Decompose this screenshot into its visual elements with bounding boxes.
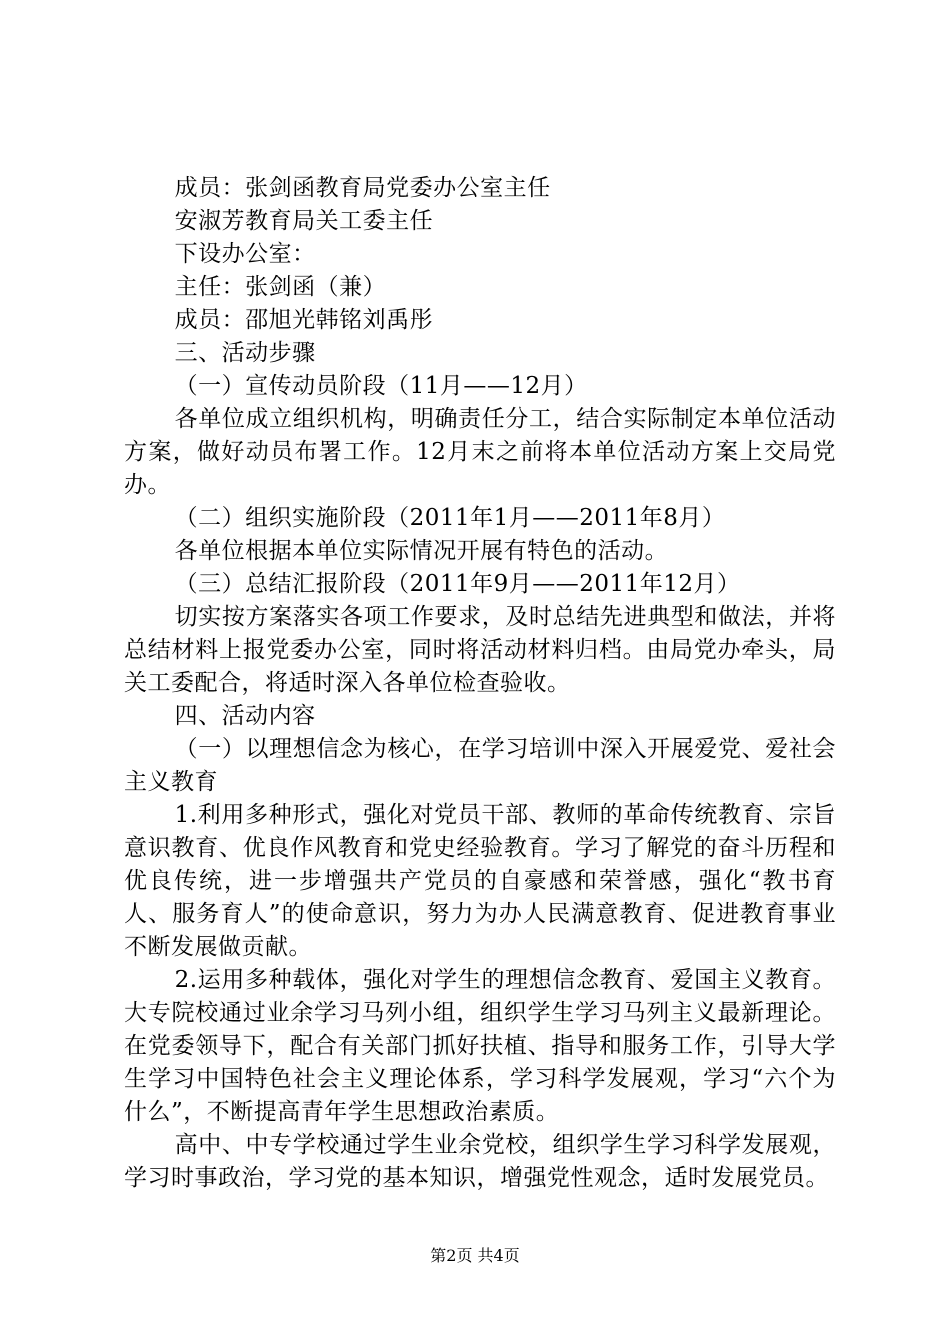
paragraph-highschool: 高中、中专学校通过学生业余党校，组织学生学习科学发展观，学习时事政治，学习党的基本知识，增强党性观念，适时发展党员。 [124,1132,836,1191]
section-heading-content: 四、活动内容 [174,703,316,729]
subheading-stage-1: （一）宣传动员阶段（11月——12月） [174,373,588,399]
paragraph-stage-2: 各单位根据本单位实际情况开展有特色的活动。 [174,538,669,564]
paragraph-members: 成员：张剑函教育局党委办公室主任 [174,175,551,201]
page-number-footer: 第2页 共4页 [430,1246,520,1265]
subheading-stage-3: （三）总结汇报阶段（2011年9月——2011年12月） [174,571,741,597]
paragraph-stage-3: 切实按方案落实各项工作要求，及时总结先进典型和做法，并将总结材料上报党委办公室，同时将活动材料归档。由局党办牵头，局关工委配合，将适时深入各单位检查验收。 [124,604,836,696]
paragraph-item-1: 1.利用多种形式，强化对党员干部、教师的革命传统教育、宗旨意识教育、优良作风教育和党史经验教育。学习了解党的奋斗历程和优良传统，进一步增强共产党员的自豪感和荣誉感，强化“教书育人、服务育人”的使命意识，努力为办人民满意教育、促进教育事业不断发展做贡献。 [124,802,836,960]
subheading-content-1: （一）以理想信念为核心，在学习培训中深入开展爱党、爱社会主义教育 [124,736,836,795]
paragraph-office: 下设办公室： [174,241,316,267]
paragraph-member-an: 安淑芳教育局关工委主任 [174,208,434,234]
document-body [124,172,836,1195]
paragraph-director: 主任：张剑函（兼） [174,274,387,300]
subheading-stage-2: （二）组织实施阶段（2011年1月——2011年8月） [174,505,726,531]
paragraph-office-members: 成员：邵旭光韩铭刘禹彤 [174,307,434,333]
section-heading-steps: 三、活动步骤 [174,340,316,366]
paragraph-stage-1: 各单位成立组织机构，明确责任分工，结合实际制定本单位活动方案，做好动员布署工作。12月末之前将本单位活动方案上交局党办。 [124,406,836,498]
paragraph-item-2: 2.运用多种载体，强化对学生的理想信念教育、爱国主义教育。大专院校通过业余学习马列小组，组织学生学习马列主义最新理论。在党委领导下，配合有关部门抓好扶植、指导和服务工作，引导大学生学习中国特色社会主义理论体系，学习科学发展观，学习“六个为什么”，不断提高青年学生思想政治素质。 [124,967,836,1125]
